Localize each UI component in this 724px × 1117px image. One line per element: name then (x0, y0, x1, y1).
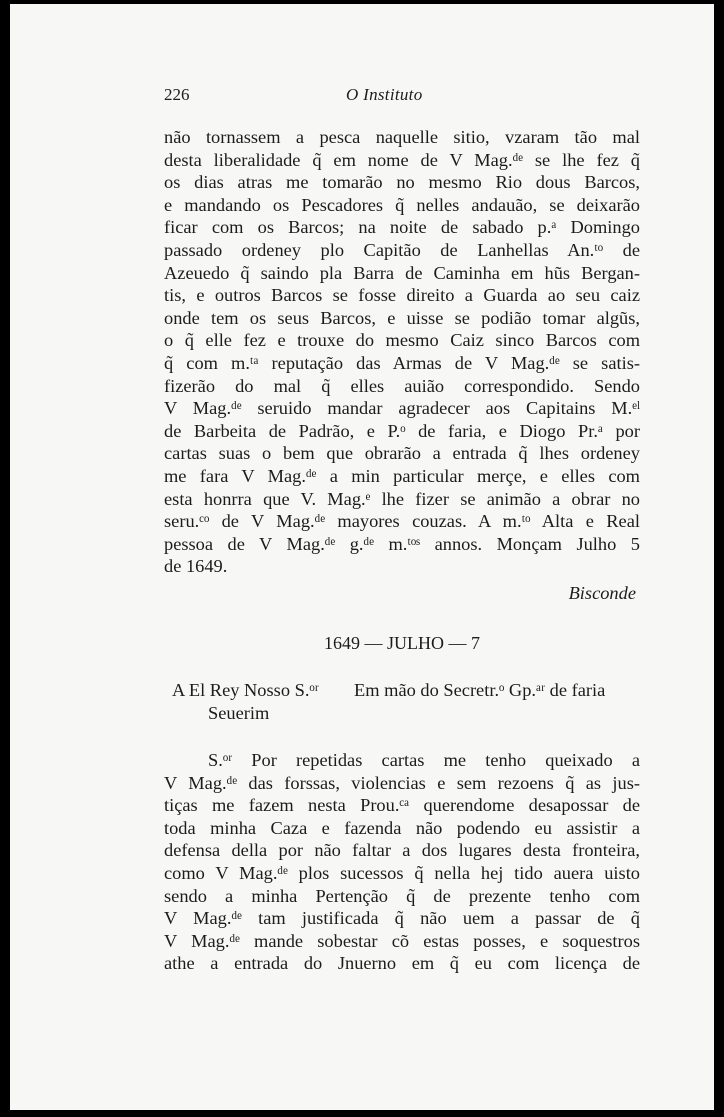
text-line: fizerão do mal q̃ elles auião correspondido. Sendo (164, 375, 640, 396)
text-line: me fara V Mag.ᵈᵉ a min particular merçe, e elles com (164, 465, 640, 486)
text-line: o q̃ elle fez e trouxe do mesmo Caiz sinco Barcos com (164, 330, 640, 351)
text-line: V Mag.ᵈᵉ das forssas, violencias e sem rezoens q̃ as jus- (164, 772, 640, 793)
text-line: não tornassem a pesca naquelle sitio, vzaram tão mal (164, 127, 640, 147)
letter-1-body (164, 126, 640, 604)
text-line: defensa della por não faltar a dos lugares desta fronteira, (164, 840, 640, 861)
text-line: passado ordeney plo Capitão de Lanhellas An.ᵗᵒ de (164, 239, 640, 260)
text-line: os dias atras me tomarão no mesmo Rio dous Barcos, (164, 172, 640, 193)
letter-2-body (164, 749, 640, 975)
text-line: Azeuedo q̃ saindo pla Barra de Caminha em hũs Bergan- (164, 262, 640, 283)
text-line: sendo a minha Pertenção q̃ de prezente tenho com (164, 885, 640, 906)
text-line: V Mag.ᵈᵉ seruido mandar agradecer aos Capitains M.ᵉˡ (164, 398, 640, 419)
text-line: esta honrra que V. Mag.ᵉ lhe fizer se animão a obrar no (164, 488, 640, 509)
delivery-note: Em mão do Secretr.ᵒ Gp.ᵃʳ de faria (354, 680, 606, 701)
running-title: O Instituto (346, 85, 423, 104)
text-line: onde tem os seus Barcos, e uisse se podião tomar algũs, (164, 307, 640, 328)
text-line: como V Mag.ᵈᵉ plos sucessos q̃ nella hej tido auera uisto (164, 863, 640, 884)
text-line: seru.ᶜᵒ de V Mag.ᵈᵉ mayores couzas. A m.ᵗᵒ Alta e Real (164, 511, 640, 532)
signature: Bisconde (568, 582, 636, 603)
text-line: S.ᵒʳ Por repetidas cartas me tenho queixado a (208, 750, 640, 771)
text-line: de Barbeita de Padrão, e P.ᵒ de faria, e Diogo Pr.ᵃ por (164, 420, 640, 441)
page-header (164, 84, 640, 110)
text-line: de 1649. (164, 556, 228, 577)
addressee-line-2: Seuerim (208, 703, 270, 724)
page-number: 226 (164, 85, 190, 104)
text-line: V Mag.ᵈᵉ tam justificada q̃ não uem a passar de q̃ (164, 908, 640, 929)
text-line: e mandando os Pescadores q̃ nelles andauão, se deixarão (164, 194, 640, 215)
address-block (164, 679, 640, 729)
text-line: pessoa de V Mag.ᵈᵉ g.ᵈᵉ m.ᵗᵒˢ annos. Monçam Julho 5 (164, 533, 640, 554)
date-heading: 1649 — JULHO — 7 (324, 633, 480, 654)
text-line: V Mag.ᵈᵉ mande sobestar cõ estas posses, e soquestros (164, 930, 640, 951)
text-line: cartas suas o bem que obrarão a entrada q̃ lhes ordeney (164, 443, 640, 464)
text-line: athe a entrada do Jnuerno em q̃ eu com licença de (164, 953, 640, 974)
text-line: q̃ com m.ᵗᵃ reputação das Armas de V Mag.ᵈᵉ se satis- (164, 352, 640, 373)
text-line: tis, e outros Barcos se fosse direito a Guarda ao seu caiz (164, 285, 640, 306)
text-line: ficar com os Barcos; na noite de sabado p.ᵃ Domingo (164, 217, 640, 238)
text-line: tiças me fazem nesta Prou.ᶜᵃ querendome desapossar de (164, 795, 640, 816)
page-content (164, 84, 640, 975)
text-line: desta liberalidade q̃ em nome de V Mag.ᵈᵉ se lhe fez q̃ (164, 149, 640, 170)
addressee-line-1: A El Rey Nosso S.ᵒʳ (172, 680, 319, 701)
text-line: toda minha Caza e fazenda não podendo eu assistir a (164, 817, 640, 838)
